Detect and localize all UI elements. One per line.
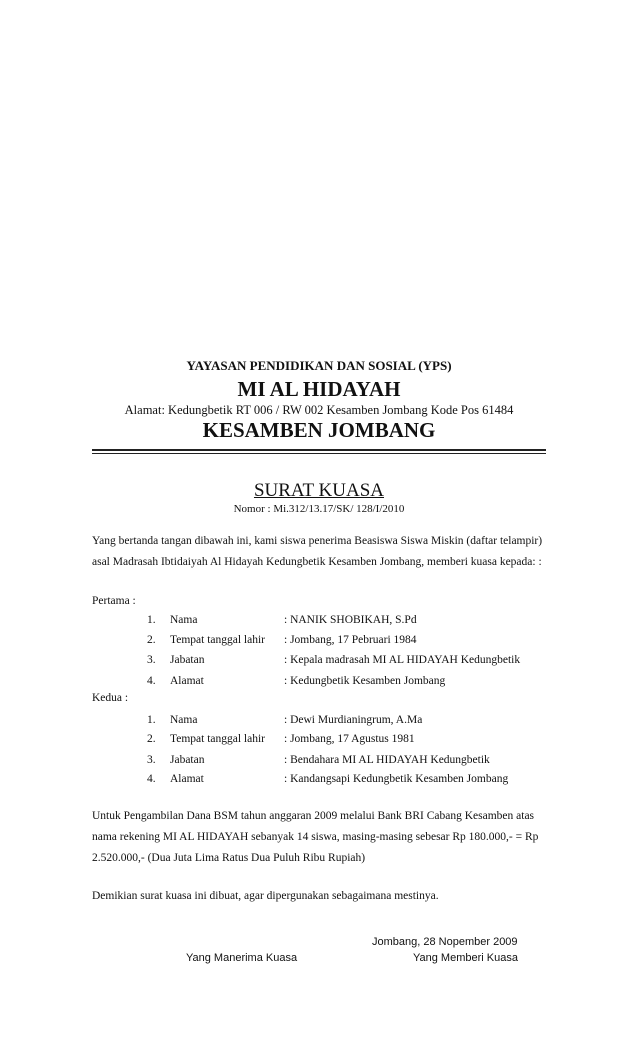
kedua-label: Kedua : [92, 692, 129, 704]
signature-receiver-label: Yang Manerima Kuasa [186, 952, 298, 964]
intro-line-2: asal Madrasah Ibtidaiyah Al Hidayah Kedungbetik Kesamben Jombang, memberi kuasa kepada: : [92, 556, 542, 568]
pertama-row-2-value: : Jombang, 17 Pebruari 1984 [284, 634, 417, 646]
pertama-row-4-label: Alamat [170, 675, 204, 687]
signature-giver-label: Yang Memberi Kuasa [413, 952, 518, 964]
pertama-row-4-num: 4. [147, 675, 156, 687]
kedua-row-3-num: 3. [147, 754, 156, 766]
pertama-label: Pertama : [92, 595, 136, 607]
pertama-row-2-num: 2. [147, 634, 156, 646]
letterhead-rule-thick [92, 449, 546, 451]
pertama-row-1-value: : NANIK SHOBIKAH, S.Pd [284, 614, 417, 626]
letter-title: SURAT KUASA [253, 480, 385, 501]
purpose-line-3: 2.520.000,- (Dua Juta Lima Ratus Dua Puluh Ribu Rupiah) [92, 852, 366, 864]
foundation-name: YAYASAN PENDIDIKAN DAN SOSIAL (YPS) [186, 358, 452, 373]
kedua-row-2-num: 2. [147, 733, 156, 745]
kedua-row-4-label: Alamat [170, 773, 204, 785]
kedua-row-2-label: Tempat tanggal lahir [170, 733, 265, 745]
kedua-row-2-value: : Jombang, 17 Agustus 1981 [284, 733, 415, 745]
pertama-row-3-num: 3. [147, 654, 156, 666]
purpose-line-1: Untuk Pengambilan Dana BSM tahun anggaran 2009 melalui Bank BRI Cabang Kesamben atas [92, 810, 535, 822]
intro-line-1: Yang bertanda tangan dibawah ini, kami siswa penerima Beasiswa Siswa Miskin (daftar telampir) [92, 535, 543, 547]
kedua-row-3-label: Jabatan [170, 754, 205, 766]
school-city: KESAMBEN JOMBANG [202, 418, 436, 442]
letterhead-rule-thin [92, 453, 546, 454]
school-name: MI AL HIDAYAH [237, 377, 401, 401]
pertama-row-2-label: Tempat tanggal lahir [170, 634, 265, 646]
pertama-row-3-value: : Kepala madrasah MI AL HIDAYAH Kedungbetik [284, 654, 521, 666]
kedua-row-3-value: : Bendahara MI AL HIDAYAH Kedungbetik [284, 754, 490, 766]
kedua-row-1-label: Nama [170, 714, 198, 726]
kedua-row-1-value: : Dewi Murdianingrum, A.Ma [284, 714, 423, 726]
kedua-row-1-num: 1. [147, 714, 156, 726]
pertama-row-1-label: Nama [170, 614, 198, 626]
purpose-line-2: nama rekening MI AL HIDAYAH sebanyak 14 siswa, masing-masing sebesar Rp 180.000,- = Rp [92, 831, 539, 843]
closing-statement: Demikian surat kuasa ini dibuat, agar dipergunakan sebagaimana mestinya. [92, 890, 439, 902]
pertama-row-3-label: Jabatan [170, 654, 205, 666]
kedua-row-4-num: 4. [147, 773, 156, 785]
signature-place-date: Jombang, 28 Nopember 2009 [372, 936, 518, 948]
school-address: Alamat: Kedungbetik RT 006 / RW 002 Kesamben Jombang Kode Pos 61484 [124, 403, 514, 417]
letter-number: Nomor : Mi.312/13.17/SK/ 128/I/2010 [233, 503, 405, 515]
pertama-row-1-num: 1. [147, 614, 156, 626]
pertama-row-4-value: : Kedungbetik Kesamben Jombang [284, 675, 446, 687]
kedua-row-4-value: : Kandangsapi Kedungbetik Kesamben Jombang [284, 773, 509, 785]
